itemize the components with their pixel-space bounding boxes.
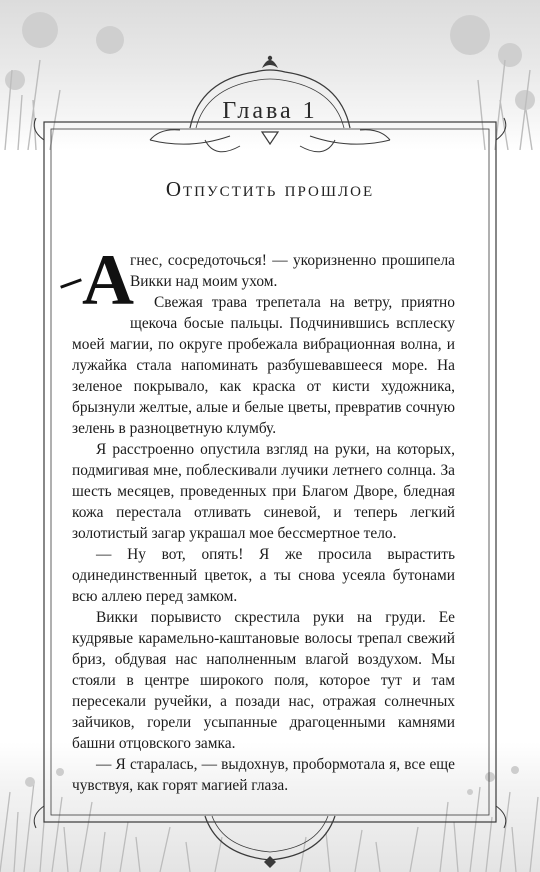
- drop-cap: [72, 240, 134, 320]
- paragraph-2: Свежая трава трепетала на ветру, приятно щекоча босые пальцы. Подчинившись всплеску моей магии, по округе пробежала вибрационная волна, и лужайка стала напоминать разбушевавшееся море. На зеленое покрывало, как краска от кисти художника, брызнули желтые, алые и белые цветы, превратив сочную зелень в разноцветную клумбу.: [72, 294, 455, 437]
- paragraph-4: — Ну вот, опять! Я же просила вырастить одинединственный цветок, а ты снова усеяла бутонами всю аллею перед замком.: [72, 546, 455, 605]
- paragraph-1: [72, 240, 455, 320]
- chapter-title: Отпустить прошлое: [165, 177, 375, 201]
- paragraph-6: — Я старалась, — выдохнув, пробормотала я, все еще чувствуя, как горят магией глаза.: [72, 756, 455, 794]
- paragraph-3: Я расстроенно опустила взгляд на руки, на которых, подмигивая мне, поблескивали лучики летнего солнца. За шесть месяцев, проведенных при Благом Дворе, бледная кожа перестала отливать синевой, и теперь легкий золотистый загар украшал мое бессмертное тело.: [72, 441, 455, 542]
- paragraph-5: Викки порывисто скрестила руки на груди. Ее кудрявые карамельно-каштановые волосы трепал свежий бриз, обдувая нас наполненным влагой воздухом. Мы стояли в центре широкого поля, которое тут и там пересекали ручейки, а позади нас, отражая солнечных зайчиков, горели усыпанные драгоценными камнями башни отцовского замка.: [72, 609, 455, 752]
- chapter-label: Глава 1: [222, 98, 318, 124]
- paragraph-1-text: гнес, сосредоточься! — укоризненно прошипела Викки над моим ухом.: [130, 252, 455, 290]
- chapter-text: [72, 240, 455, 796]
- drop-cap-letter: А: [82, 240, 134, 320]
